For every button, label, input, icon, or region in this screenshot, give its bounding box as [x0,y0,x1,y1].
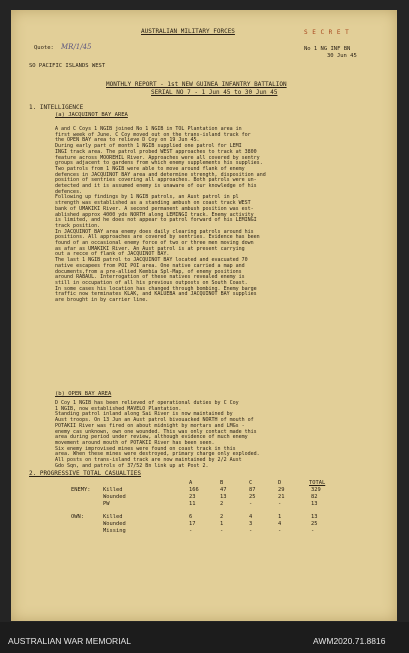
casualty-value: - [189,528,193,534]
casualty-value: 4 [249,514,253,520]
paragraph-line: strength was established as a standing ambush on coast track WEST [55,200,251,207]
casualty-value: 1 [278,514,282,520]
casualty-value: - [249,528,253,534]
paragraph-line: bank of UMAKIKI River. A second permanent ambush position was est- [55,205,254,212]
paragraph-line: groups adjacent to gardens from which enemy supplements his supplies. [55,160,263,167]
paragraph-line: Aust troops. On 13 Jun an Aust patrol bivouacked NORTH of mouth of [55,417,254,424]
section-1-heading: 1. INTELLIGENCE [29,104,84,111]
section-1b-paragraph [55,401,260,469]
column-header: TOTAL [309,480,326,486]
paragraph-line: 1 NGIB, now established MAVELO Plantation. [55,405,182,412]
section-2-heading: 2. PROGRESSIVE TOTAL CASUALTIES [29,470,141,477]
casualty-value: 47 [220,487,227,493]
casualty-row [71,494,371,501]
paragraph-line: still in occupation of all his previous outposts on South Coast. [55,279,248,286]
casualty-value: 329 [311,487,321,493]
paragraph-line: Standing patrol inland along Sai River is now maintained by [55,411,233,418]
casualty-value: 13 [311,514,318,520]
paragraph-line: ablished approx 4000 yds NORTH along LEMINGI track. Enemy activity [55,211,254,218]
column-header: B [220,480,224,486]
casualty-value: 13 [311,501,318,507]
paragraph-line: as afar as UMAKIKI River. An Aust patrol is at present carrying [55,245,245,252]
paragraph-line: Following up findings by 1 NGIB patrols, an Aust patrol in pl [55,194,239,201]
paragraph-line: position of sentries covering all approaches. Both patrols were un- [55,177,257,184]
casualty-value: 4 [278,521,282,527]
casualty-row [71,521,371,528]
doc-title: AUSTRALIAN MILITARY FORCES [141,28,235,35]
report-date: 30 Jun 45 [327,53,357,59]
casualty-value: 29 [278,487,285,493]
casualty-group-label: OWN: [71,514,84,520]
paragraph-line: the OPEN BAY area to relieve D Coy on 19 Jun 45. [55,137,200,144]
quote-reference-handwritten: MR/1/45 [61,43,92,51]
casualty-type-label: Missing [103,528,126,534]
casualty-value: 6 [189,514,193,520]
casualty-value: 23 [189,494,196,500]
paragraph-line: The last 1 NGIB patrol to JACQUINOT BAY located and evacuated 70 [55,257,248,264]
casualty-row [71,487,371,494]
casualty-value: 82 [311,494,318,500]
casualty-value: 25 [249,494,256,500]
paragraph-line: Six enemy improvised mines were found on coast track in this [55,445,236,452]
paragraph-line: native escapees from POI POI area. One native carried a map and [55,262,245,269]
paragraph-line: In JACQUINOT BAY area enemy does daily clearing patrols around his [55,228,254,235]
casualty-value: - [278,501,282,507]
archive-name: AUSTRALIAN WAR MEMORIAL [8,636,131,646]
casualty-value: 11 [189,501,196,507]
casualty-row [71,528,371,535]
casualties-table [71,480,371,535]
casualty-value: 21 [278,494,285,500]
paragraph-line: out a recce of flank of JACQUINOT BAY. [55,251,170,258]
paragraph-line: first week of June. C Coy moved out on the trans-island track for [55,131,251,138]
casualty-value: 3 [249,521,253,527]
paragraph-line: A and C Coys 1 NGIB joined No 1 NGIB in TOL Plantation area in [55,126,242,132]
casualty-type-label: PW [103,501,110,507]
paragraph-line: Gdo Sqn, and patrols of 37/52 Bn link up at Post 2. [55,462,209,469]
paragraph-line: area during period under review, although evidence of much enemy [55,434,248,441]
casualty-value: 166 [189,487,199,493]
paragraph-line: detected and it is assumed enemy is unaware of our knowledge of his [55,183,257,190]
paragraph-line: is limited, and he does not appear to patrol forward of his LEMINGI [55,217,257,224]
paragraph-line: movement around mouth of POTAKII River has been seen. [55,439,215,446]
casualty-value: 2 [220,514,224,520]
casualty-type-label: Wounded [103,494,126,500]
paragraph-line: During early part of month 1 NGIB supplied one patrol for LEMI [55,143,242,150]
casualty-value: 1 [220,521,224,527]
paragraph-line: are brought in by carrier line. [55,297,149,304]
casualty-value: 25 [311,521,318,527]
casualty-value: 17 [189,521,196,527]
classification-mark: S E C R E T [304,29,350,36]
column-header: D [278,480,282,486]
archive-footer-bar [0,622,409,653]
casualty-value: 2 [220,501,224,507]
casualty-value: - [220,528,224,534]
casualty-value: - [278,528,282,534]
paragraph-line: D Coy 1 NGIB has been relieved of operational duties by C Coy [55,400,239,406]
enemy-casualty-rows [71,487,371,508]
column-header: C [249,480,253,486]
casualty-value: - [311,528,315,534]
report-serial: SERIAL NO 7 - 1 Jun 45 to 30 Jun 45 [151,89,278,96]
column-header: A [189,480,193,486]
paragraph-line: feature across MOOREHIL River. Approaches were all covered by sentry [55,154,260,161]
paragraph-line: track position. [55,222,101,229]
casualty-type-label: Wounded [103,521,126,527]
section-1b-subheading: (b) OPEN BAY AREA [55,391,112,397]
paragraph-line: positions. All approaches are covered by sentries. Evidence has been [55,234,260,241]
casualties-header-row [71,480,371,487]
reference-number: No 1 NG INF BN [304,46,351,52]
casualty-type-label: Killed [103,487,123,493]
own-casualty-rows [71,514,371,535]
paragraph-line: traffic now terminates KLAK, and KALUEBA and JACQUINOT BAY supplies [55,291,257,298]
casualty-row [71,514,371,521]
section-1-subheading: (a) JACQUINOT BAY AREA [55,112,128,118]
paragraph-line: around RABAUL. Interrogation of these natives revealed enemy is [55,274,245,281]
paragraph-line: INGI track area. The patrol probed WEST approaches to track at 3800 [55,148,257,155]
casualty-row [71,501,371,508]
casualty-value: 87 [249,487,256,493]
document-page [11,10,397,621]
paragraph-line: found of an occasional enemy force of two or three men moving down [55,240,254,247]
casualty-type-label: Killed [103,514,123,520]
paragraph-line: In some cases his location has changed through bombing. Enemy barge [55,285,257,292]
quote-label: Quote: [34,45,54,51]
section-1a-paragraph [55,127,266,304]
paragraph-line: area. When these mines were destroyed, primary charge only exploded. [55,451,260,458]
casualty-group-label: ENEMY: [71,487,91,493]
report-title: MONTHLY REPORT - 1st NEW GUINEA INFANTRY BATTALION [106,81,287,88]
paragraph-line: defences. [55,188,83,195]
casualty-value: - [249,501,253,507]
paragraph-line: Two patrols from 1 NGIB were able to move around flank of enemy [55,165,245,172]
casualty-value: 13 [220,494,227,500]
paragraph-line: defences in JACQUINOT BAY area and determine strength, disposition and [55,171,266,178]
archive-accession-number: AWM2020.71.8816 [313,636,386,646]
paragraph-line: All posts on trans-island track are now maintained by 2/2 Aust [55,457,242,464]
paragraph-line: enemy cas unknown, own one wounded. This was only contact made this [55,428,257,435]
location-line: SO PACIFIC ISLANDS WEST [29,63,106,69]
paragraph-line: documents,from a pre-allied Kembia Spl-Map, of enemy positions [55,268,242,275]
paragraph-line: POTAKII River was fired on about midnight by mortars and LMGs - [55,422,245,429]
